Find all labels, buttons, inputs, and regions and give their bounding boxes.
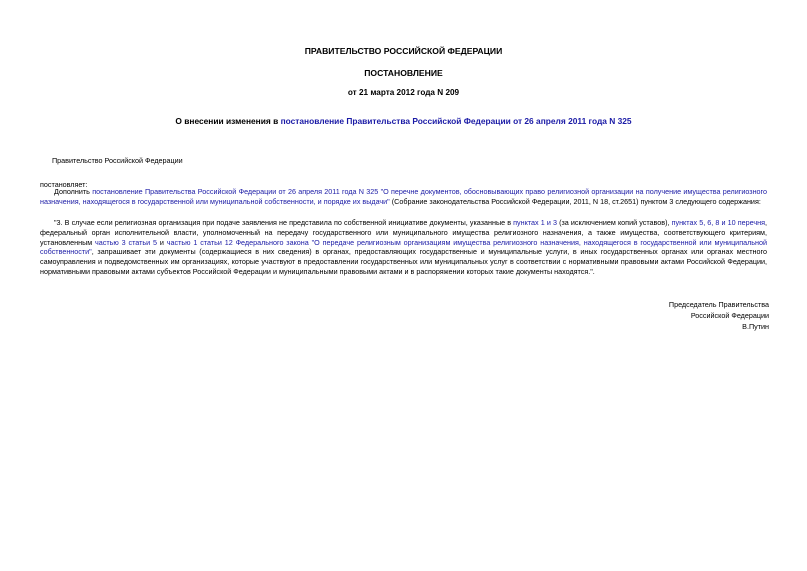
para2-link-article-5[interactable]: частью 3 статьи 5	[95, 237, 158, 247]
title-prefix: О внесении изменения в	[175, 116, 281, 126]
government-heading: ПРАВИТЕЛЬСТВО РОССИЙСКОЙ ФЕДЕРАЦИИ	[304, 46, 503, 56]
para2-text-5: , запрашивает эти документы (содержащиеся в них сведения) в органах, предоставляющих государственные и муниципальные услуги, в иных государственных органах или органах местного самоуправления и подведомственных им организациях, которые участвуют в предоставлении государственных или муниципальных услуг в соответствии с нормативными правовыми актами Российской Федерации, нормативными правовыми актами субъектов Российской Федерации и муниципальными правовыми актами и в распоряжении которых такие документы находятся.".	[40, 247, 767, 276]
para2-link-federal-law[interactable]: частью 1 статьи 12 Федерального закона "О передаче религиозным организациям имущества религиозного назначения, находящегося в государственной или муниципальной собственности"	[40, 237, 768, 257]
para1-text-2: (Собрание законодательства Российской Федерации, 2011, N 18, ст.2651) пунктом 3 следующего содержания:	[389, 196, 761, 206]
para1-text-1: Дополнить	[54, 187, 93, 196]
para2-text-1: "3. В случае если религиозная организация при подаче заявления не представила по собственной инициативе документы, указанные в	[54, 218, 514, 227]
para2-link-points-1-3[interactable]: пунктах 1 и 3	[513, 218, 557, 227]
para2-link-points-5-10[interactable]: пунктах 5, 6, 8 и 10 перечня	[671, 218, 766, 227]
government-line: Правительство Российской Федерации	[52, 156, 183, 165]
paragraph-amendment	[40, 187, 767, 207]
para1-link-decree-325[interactable]: постановление Правительства Российской Федерации от 26 апреля 2011 года N 325 "О перечне документов, обосновывающих право религиозной организации на получение имущества религиозного назначения, находящегося в государственной или муниципальной собственности, и порядке их выдачи"	[40, 187, 767, 206]
para2-text-3: , федеральный орган исполнительной власти, уполномоченный на передачу государственного или муниципального имущества религиозного назначения, а также имущества, соответствующего критериям, установленным	[40, 218, 768, 247]
document-date-number: от 21 марта 2012 года N 209	[347, 88, 460, 97]
decides-line: постановляет:	[40, 180, 88, 189]
document-type-heading: ПОСТАНОВЛЕНИЕ	[364, 68, 443, 78]
signature-name: В.Путин	[742, 322, 769, 331]
para2-text-2: (за исключением копий уставов),	[557, 218, 672, 227]
title-link[interactable]: постановление Правительства Российской Федерации от 26 апреля 2011 года N 325	[280, 116, 632, 126]
document-title	[0, 116, 807, 127]
signature-country: Российской Федерации	[690, 311, 769, 320]
signature-title: Председатель Правительства	[668, 300, 769, 309]
para2-text-4: и	[157, 237, 167, 247]
paragraph-point-3	[40, 218, 767, 277]
